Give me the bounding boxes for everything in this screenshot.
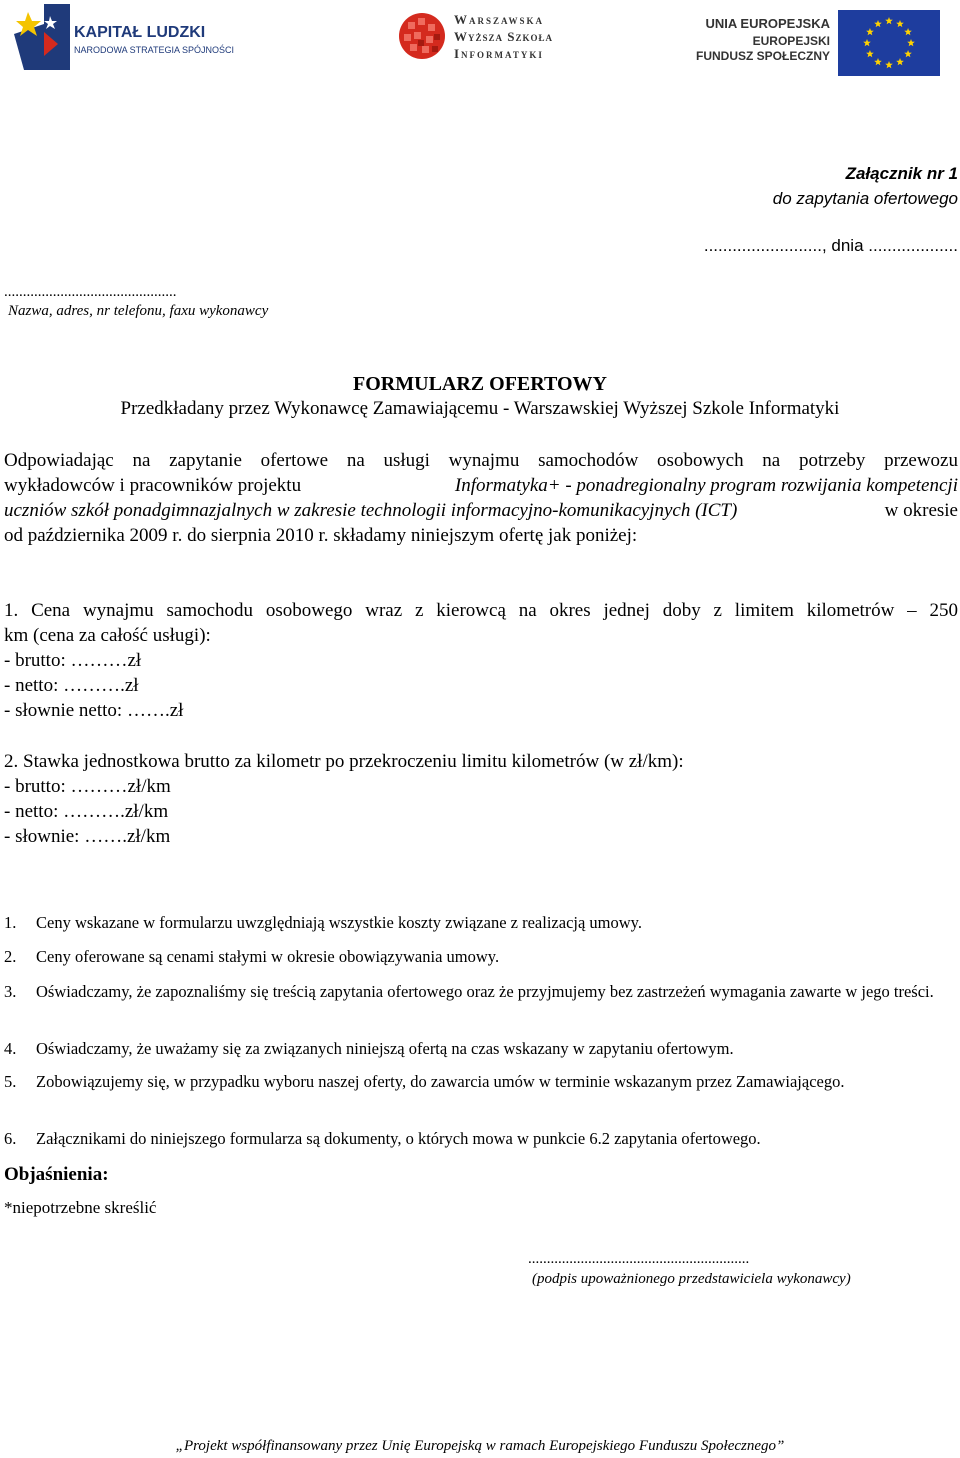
declaration-text: Oświadczamy, że uważamy się za związanych niniejszą ofertą na czas wskazany w zapytaniu ofertowym. <box>36 1039 734 1058</box>
declaration-number: 1. <box>4 913 17 932</box>
intro-line-3 <box>4 498 958 523</box>
section-2-brutto: - brutto: ………zł/km <box>4 776 171 797</box>
explanations-note: *niepotrzebne skreślić <box>4 1198 157 1217</box>
declaration-number: 5. <box>4 1072 17 1091</box>
intro-line-2-plain: wykładowców i pracowników projektu <box>4 475 302 496</box>
eu-union-label: UNIA EUROPEJSKA <box>705 16 830 31</box>
declaration-text: Zobowiązujemy się, w przypadku wyboru naszej oferty, do zawarcia umów w terminie wskazanym przez Zamawiającego. <box>36 1072 845 1091</box>
wwsi-pixel-sphere-icon <box>398 12 446 60</box>
declaration-text: Oświadczamy, że zapoznaliśmy się treścią zapytania ofertowego oraz że przyjmujemy bez zastrzeżeń wymagania zawarte w jego treści. <box>36 982 934 1001</box>
kapital-ludzki-emblem-icon <box>14 4 70 70</box>
section-1 <box>4 598 958 723</box>
wwsi-name-line3: Informatyki <box>454 46 544 61</box>
declaration-text: Ceny wskazane w formularzu uwzględniają wszystkie koszty związane z realizacją umowy. <box>36 913 642 932</box>
signature-label: (podpis upoważnionego przedstawiciela wykonawcy) <box>532 1271 851 1287</box>
declaration-item <box>4 946 958 968</box>
form-subtitle: Przedkładany przez Wykonawcę Zamawiającemu - Warszawskiej Wyższej Szkole Informatyki <box>120 398 840 419</box>
contractor-label: Nazwa, adres, nr telefonu, faxu wykonawcy <box>8 303 269 319</box>
wwsi-name-line2: Wyższa Szkoła <box>454 29 553 44</box>
footer-text: „Projekt współfinansowany przez Unię Europejską w ramach Europejskiego Funduszu Społecznego” <box>175 1438 785 1454</box>
form-title: FORMULARZ OFERTOWY <box>353 373 607 395</box>
date-line: ........................., dnia ................... <box>703 236 958 255</box>
declaration-text: Ceny oferowane są cenami stałymi w okresie obowiązywania umowy. <box>36 947 500 966</box>
intro-line-2-italic: Informatyka+ - ponadregionalny program rozwijania kompetencji <box>454 475 958 496</box>
section-1-line2: km (cena za całość usługi): <box>4 625 211 646</box>
kapital-ludzki-logo <box>14 4 235 70</box>
wwsi-name-line1: Warszawska <box>454 12 545 27</box>
wwsi-logo <box>398 8 588 64</box>
section-1-line1: 1. Cena wynajmu samochodu osobowego wraz z kierowcą na okres jednej doby z limitem kilometrów – 250 <box>4 600 958 621</box>
section-2-netto: - netto: ……….zł/km <box>4 801 169 822</box>
intro-paragraph <box>4 448 958 548</box>
section-1-netto: - netto: ……….zł <box>4 675 139 696</box>
intro-line-2 <box>4 473 958 498</box>
declaration-number: 3. <box>4 982 17 1001</box>
kapital-ludzki-subtitle: NARODOWA STRATEGIA SPÓJNOŚCI <box>74 45 235 55</box>
intro-line-4: od października 2009 r. do sierpnia 2010 r. składamy niniejszym ofertę jak poniżej: <box>4 525 638 546</box>
signature-dots: ........................................................... <box>528 1251 750 1267</box>
declaration-number: 6. <box>4 1129 17 1148</box>
eu-flag-icon <box>838 10 940 76</box>
eu-logo <box>688 8 940 76</box>
explanations-title: Objaśnienia: <box>4 1164 109 1185</box>
kapital-ludzki-title: KAPITAŁ LUDZKI <box>74 24 206 41</box>
declaration-text: Załącznikami do niniejszego formularza są dokumenty, o których mowa w punkcie 6.2 zapytania ofertowego. <box>36 1129 761 1148</box>
declaration-item <box>4 912 958 934</box>
eu-fund-label-line2: FUNDUSZ SPOŁECZNY <box>695 49 830 63</box>
intro-line-3-italic: uczniów szkół ponadgimnazjalnych w zakresie technologii informacyjno-komunikacyjnych (ICT) <box>4 500 738 521</box>
eu-fund-label-line1: EUROPEJSKI <box>752 34 830 48</box>
declaration-item <box>4 981 958 1003</box>
annex-subtitle: do zapytania ofertowego <box>772 189 958 208</box>
annex-title: Załącznik nr 1 <box>845 164 958 183</box>
intro-line-1: Odpowiadając na zapytanie ofertowe na usługi wynajmu samochodów osobowych na potrzeby przewozu <box>4 450 958 471</box>
declaration-number: 2. <box>4 947 17 966</box>
declaration-item <box>4 1071 958 1093</box>
contractor-dots: .............................................. <box>4 284 177 300</box>
section-1-brutto: - brutto: ………zł <box>4 650 142 671</box>
section-2-slownie: - słownie: …….zł/km <box>4 826 171 847</box>
declaration-item <box>4 1128 958 1150</box>
section-2 <box>4 749 958 849</box>
declaration-item <box>4 1038 958 1060</box>
section-2-line1: 2. Stawka jednostkowa brutto za kilometr po przekroczeniu limitu kilometrów (w zł/km): <box>4 751 684 772</box>
section-1-slownie: - słownie netto: …….zł <box>4 700 184 721</box>
declaration-number: 4. <box>4 1039 17 1058</box>
intro-line-3-plain: w okresie <box>884 500 958 521</box>
